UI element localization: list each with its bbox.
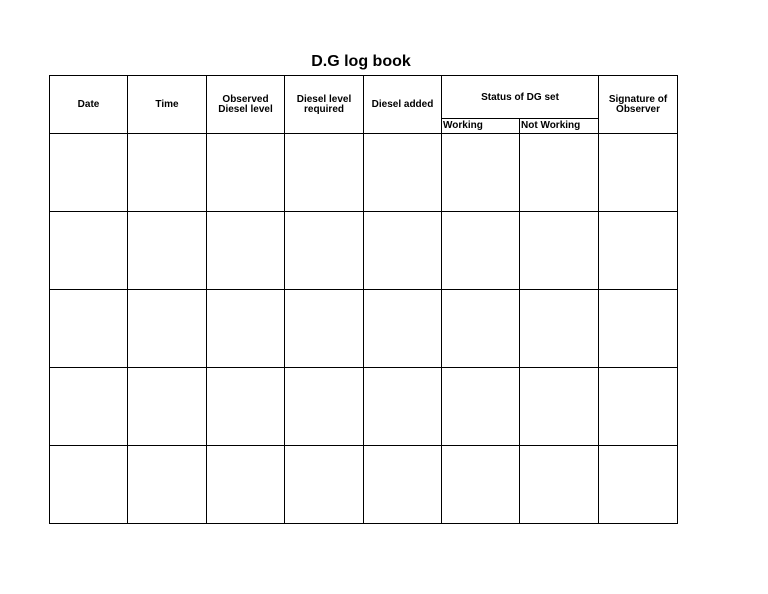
cell-working[interactable]: [442, 212, 520, 290]
header-observed-diesel-level: Observed Diesel level: [207, 76, 285, 134]
cell-observed-diesel-level[interactable]: [207, 368, 285, 446]
header-not-working: Not Working: [520, 119, 599, 134]
cell-diesel-added[interactable]: [364, 134, 442, 212]
cell-not-working[interactable]: [520, 446, 599, 524]
header-signature-of-observer: Signature of Observer: [599, 76, 678, 134]
log-table-body: [50, 134, 678, 524]
table-row: [50, 368, 678, 446]
cell-working[interactable]: [442, 368, 520, 446]
cell-date[interactable]: [50, 212, 128, 290]
header-working: Working: [442, 119, 520, 134]
cell-working[interactable]: [442, 446, 520, 524]
header-status-of-dg-set: Status of DG set: [442, 76, 599, 119]
cell-signature[interactable]: [599, 446, 678, 524]
cell-diesel-level-required[interactable]: [285, 212, 364, 290]
header-diesel-level-required: Diesel level required: [285, 76, 364, 134]
cell-date[interactable]: [50, 446, 128, 524]
cell-not-working[interactable]: [520, 212, 599, 290]
header-date: Date: [50, 76, 128, 134]
cell-working[interactable]: [442, 290, 520, 368]
cell-observed-diesel-level[interactable]: [207, 134, 285, 212]
cell-time[interactable]: [128, 290, 207, 368]
cell-signature[interactable]: [599, 212, 678, 290]
cell-diesel-level-required[interactable]: [285, 134, 364, 212]
cell-date[interactable]: [50, 368, 128, 446]
cell-working[interactable]: [442, 134, 520, 212]
page-title: D.G log book: [311, 53, 411, 70]
cell-not-working[interactable]: [520, 368, 599, 446]
cell-date[interactable]: [50, 290, 128, 368]
cell-observed-diesel-level[interactable]: [207, 446, 285, 524]
cell-time[interactable]: [128, 134, 207, 212]
cell-time[interactable]: [128, 446, 207, 524]
cell-diesel-added[interactable]: [364, 290, 442, 368]
table-row: [50, 446, 678, 524]
cell-time[interactable]: [128, 212, 207, 290]
cell-diesel-level-required[interactable]: [285, 368, 364, 446]
cell-time[interactable]: [128, 368, 207, 446]
cell-not-working[interactable]: [520, 134, 599, 212]
cell-not-working[interactable]: [520, 290, 599, 368]
cell-diesel-added[interactable]: [364, 212, 442, 290]
table-row: [50, 212, 678, 290]
cell-diesel-added[interactable]: [364, 368, 442, 446]
cell-observed-diesel-level[interactable]: [207, 290, 285, 368]
cell-signature[interactable]: [599, 134, 678, 212]
cell-diesel-added[interactable]: [364, 446, 442, 524]
header-time: Time: [128, 76, 207, 134]
cell-diesel-level-required[interactable]: [285, 446, 364, 524]
cell-signature[interactable]: [599, 368, 678, 446]
log-table: [49, 75, 678, 524]
cell-diesel-level-required[interactable]: [285, 290, 364, 368]
cell-observed-diesel-level[interactable]: [207, 212, 285, 290]
cell-signature[interactable]: [599, 290, 678, 368]
table-row: [50, 290, 678, 368]
header-diesel-added: Diesel added: [364, 76, 442, 134]
cell-date[interactable]: [50, 134, 128, 212]
table-row: [50, 134, 678, 212]
